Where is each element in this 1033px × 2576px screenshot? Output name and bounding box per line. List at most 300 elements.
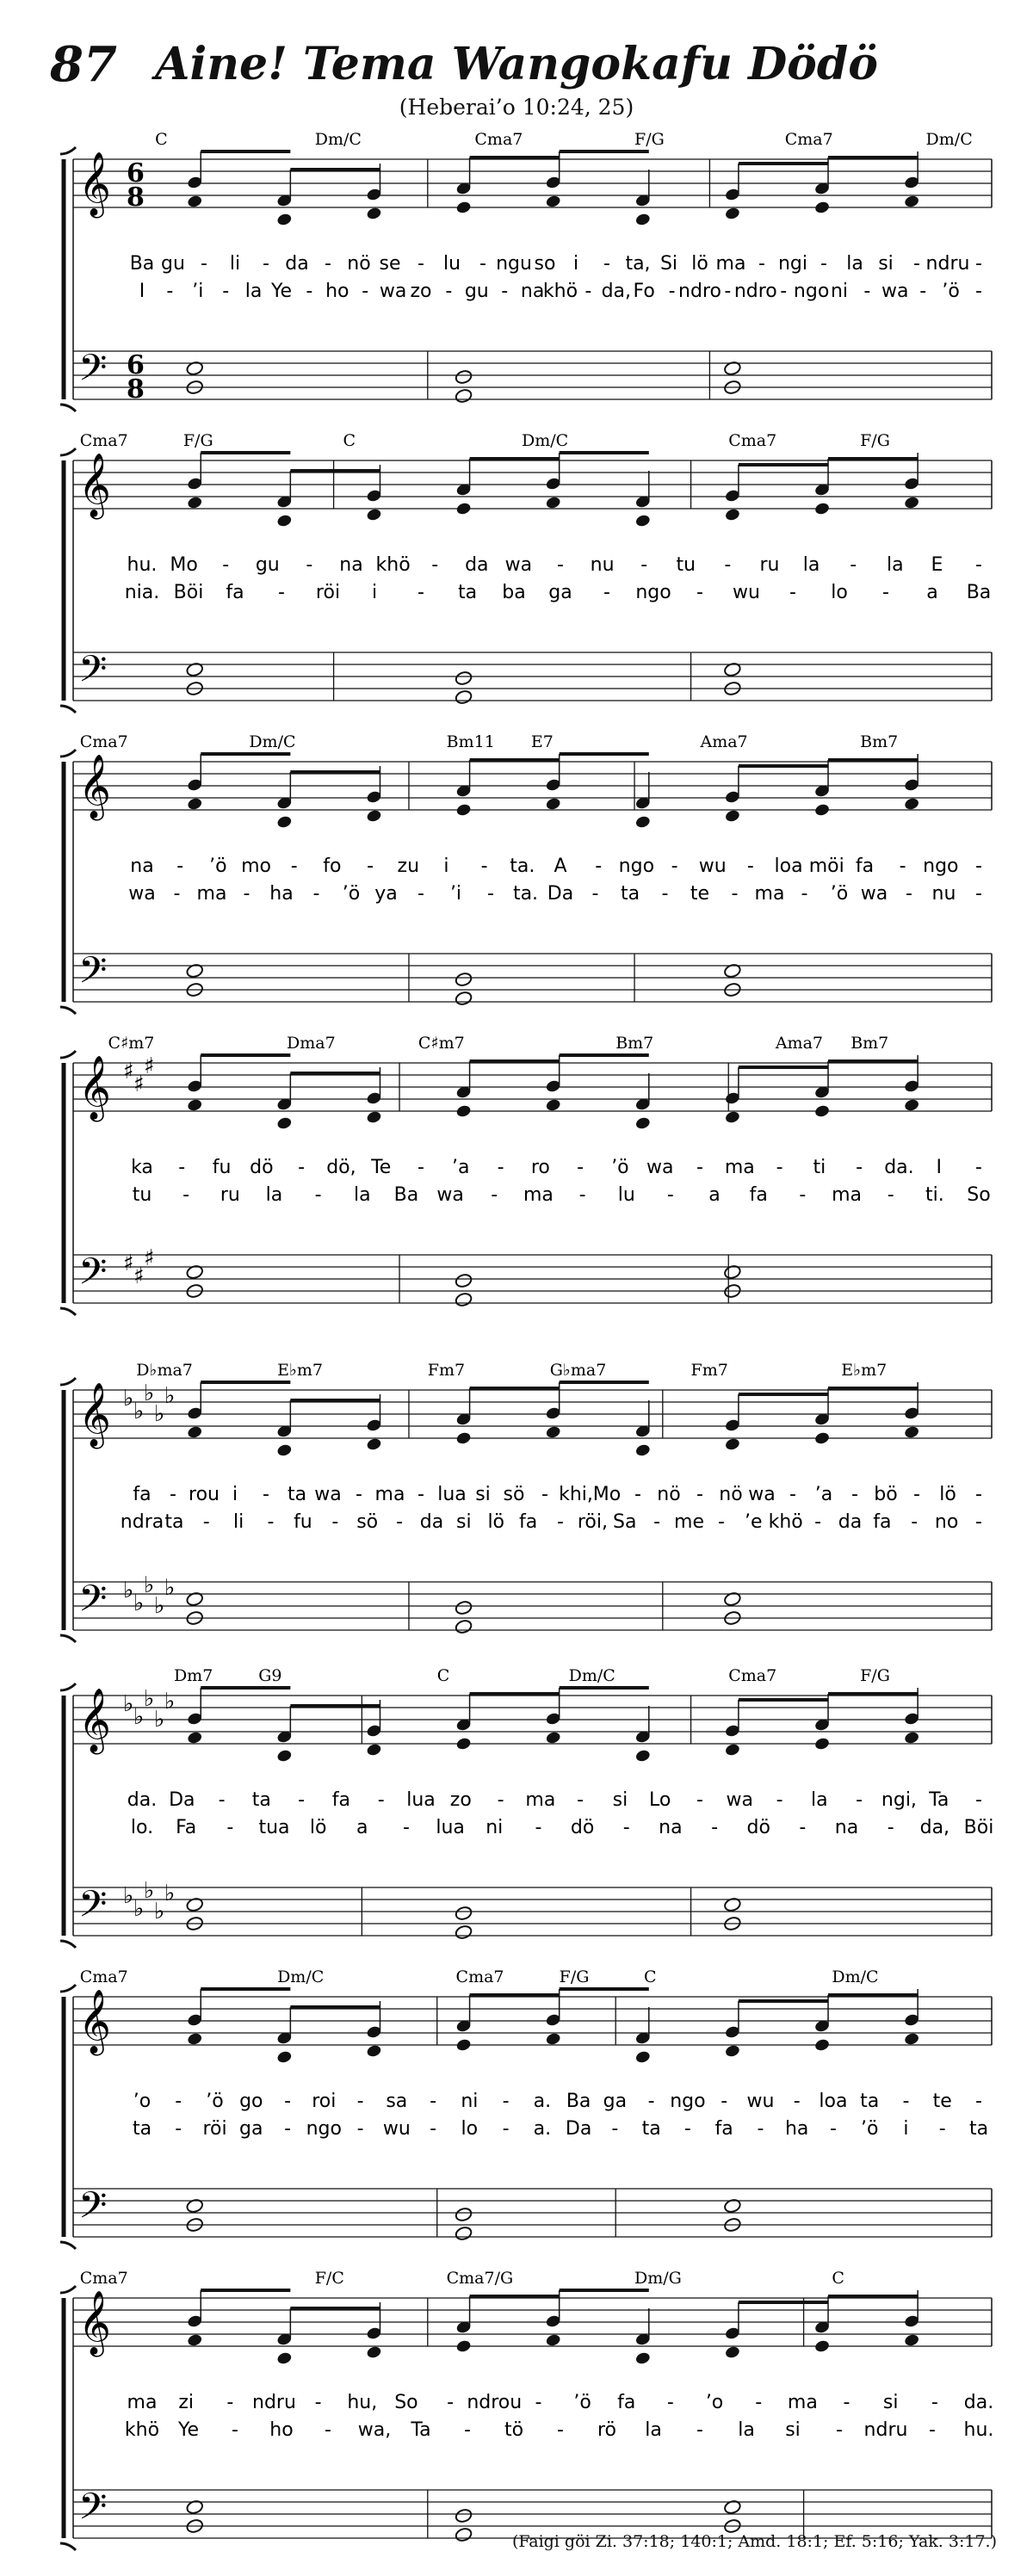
lyric-syllable-verse1: la [846,253,863,275]
lyric-syllable-verse1: nö [657,1484,681,1505]
lyric-syllable-verse1: nu [590,554,615,576]
lyric-syllable-verse1: dö, [326,1157,356,1178]
lyric-syllable-verse2: ho [325,281,349,302]
chord-symbol: Dm/C [925,130,973,149]
note-head [813,1431,830,1446]
chord-symbol: E♭m7 [277,1361,324,1380]
lyric-syllable-verse1: - [176,856,184,877]
bass-note-head [455,2527,473,2542]
lyric-syllable-verse2: - [711,1817,719,1838]
note-head [634,2351,651,2366]
time-signature-top: 6 [127,350,145,380]
lyric-syllable-verse1: lu [442,253,461,275]
lyric-syllable-verse1: - [479,253,486,275]
time-signature-bottom: 8 [127,182,145,213]
lyric-syllable-verse1: da. [963,2392,994,2413]
lyric-syllable-verse1: - [913,1484,920,1505]
note-head [455,1431,472,1446]
lyric-syllable-verse1: Ba [129,253,155,275]
treble-clef: 𝄞 [78,454,111,517]
lyric-syllable-verse1: - [851,1484,858,1505]
lyric-syllable-verse2: a [356,1817,368,1838]
lyric-syllable-verse2: röi [202,2118,227,2140]
lyric-syllable-verse1: ’ö [209,856,227,877]
lyric-syllable-verse2: - [829,2118,837,2140]
lyric-syllable-verse1: da [465,554,489,576]
lyric-syllable-verse2: dö [746,1817,770,1838]
lyric-syllable-verse2: - [535,1817,542,1838]
note-head [634,1116,651,1131]
lyric-syllable-verse1: ’o [133,2091,152,2112]
lyric-syllable-verse2: ndra [120,1511,164,1533]
flat-sign: ♭ [133,1591,145,1616]
lyric-syllable-verse1: ngo [618,856,655,877]
lyric-syllable-verse1: sö [503,1484,525,1505]
lyric-syllable-verse2: - [929,2419,936,2441]
lyric-syllable-verse1: - [696,1484,703,1505]
lyric-syllable-verse2: na [834,1817,859,1838]
lyric-syllable-verse1: la [802,554,820,576]
note-head [455,1737,472,1751]
lyric-syllable-verse1: ma [787,2392,818,2413]
lyric-syllable-verse1: - [671,856,678,877]
lyric-syllable-verse1: lua [406,1789,436,1811]
note-head [366,2044,382,2059]
note-head [366,1110,382,1125]
lyric-syllable-verse2: lö [487,1511,505,1533]
lyric-syllable-verse2: röi, [577,1511,608,1533]
lyric-syllable-verse2: li [233,1511,244,1533]
lyric-syllable-verse2: Ba [393,1184,419,1206]
lyric-syllable-verse1: a. [533,2091,552,2112]
lyric-syllable-verse2: da, [919,1817,950,1838]
lyric-syllable-verse1: - [820,253,827,275]
lyric-syllable-verse2: röi [315,582,341,603]
chord-symbol: F/G [860,1666,890,1685]
chord-symbol: Cma7 [79,732,128,751]
lyric-syllable-verse2: la [353,1184,371,1206]
note-head [724,1743,740,1757]
lyric-syllable-verse1: So [394,2392,418,2413]
note-head [904,1425,920,1440]
lyric-syllable-verse2: - [402,1817,410,1838]
treble-clef: 𝄞 [78,1990,111,2054]
lyric-syllable-verse2: da [838,1511,863,1533]
lyric-syllable-verse1: fo [323,856,342,877]
chord-symbol: E7 [530,732,554,751]
note-head [813,803,830,818]
bass-clef: 𝄢 [78,648,108,700]
note-head [724,2044,740,2059]
note-head [724,809,740,824]
lyric-syllable-verse2: fu [294,1511,312,1533]
lyric-syllable-verse2: - [396,1511,404,1533]
flat-sign: ♭ [123,1386,134,1412]
lyric-syllable-verse1: - [306,554,313,576]
bass-clef: 𝄢 [78,1251,108,1302]
lyric-syllable-verse1: - [418,253,424,275]
lyric-syllable-verse2: lua [436,1817,465,1838]
treble-clef: 𝄞 [78,1056,111,1120]
bass-note-head [455,2207,473,2222]
chord-symbol: Ama7 [775,1034,823,1053]
lyric-syllable-verse2: - [887,1184,894,1206]
lyric-syllable-verse2: fa [226,582,244,603]
lyric-syllable-verse1: fa [331,1789,351,1811]
treble-clef: 𝄞 [78,1689,111,1752]
note-head [366,1743,382,1757]
lyric-syllable-verse2: ta [641,2118,661,2140]
lyric-syllable-verse2: - [243,883,251,905]
chord-symbol: Cma7 [784,130,833,149]
lyric-syllable-verse2: - [919,281,927,302]
lyric-syllable-verse1: - [290,856,298,877]
lyric-syllable-verse2: - [975,281,982,302]
note-head [634,514,651,528]
system-1 [60,130,992,411]
lyric-syllable-verse2: ngo [635,582,671,603]
lyric-syllable-verse1: - [758,253,765,275]
chord-symbol: D♭ma7 [136,1361,193,1380]
lyric-syllable-verse1: ta, [625,253,651,275]
lyric-syllable-verse2: Sa [613,1511,637,1533]
lyric-syllable-verse1: ’a [452,1157,470,1178]
bass-note-head [455,1906,473,1921]
note-head [455,2339,472,2354]
lyric-syllable-verse1: - [222,554,230,576]
lyric-syllable-verse1: ro [530,1157,550,1178]
note-head [366,508,382,522]
sharp-sign: ♯ [144,1245,155,1271]
chord-symbol: Cma7 [79,1968,128,1986]
note-head [366,207,382,221]
lyric-syllable-verse1: - [557,554,564,576]
note-head [724,207,740,221]
flat-sign: ♭ [133,1704,145,1730]
lyric-syllable-verse2: - [591,883,599,905]
lyric-syllable-verse1: - [793,2091,801,2112]
lyric-syllable-verse1: ndrou [467,2392,523,2413]
lyric-syllable-verse1: si [612,1789,628,1811]
lyric-syllable-verse1: ngo [670,2091,706,2112]
lyric-syllable-verse1: fu [212,1157,232,1178]
lyric-syllable-verse1: Si [659,253,678,275]
chord-symbol: F/G [559,1968,590,1986]
lyric-syllable-verse1: Ta [929,1789,949,1811]
lyric-syllable-verse1: - [577,1157,585,1178]
lyric-syllable-verse2: i [903,2118,909,2140]
lyric-syllable-verse2: - [814,1511,822,1533]
lyric-syllable-verse1: wu [698,856,727,877]
note-head [904,2333,920,2348]
lyric-syllable-verse1: ngi, [881,1789,917,1811]
lyric-syllable-verse2: - [661,883,669,905]
bass-note-head [455,369,473,385]
lyric-syllable-verse1: möi [808,856,844,877]
chord-symbol: Cma7 [79,431,128,450]
lyric-syllable-verse2: ’e [745,1511,763,1533]
bass-clef: 𝄢 [78,1883,108,1935]
lyric-syllable-verse2: khö [124,2419,160,2441]
lyric-syllable-verse1: si [475,1484,491,1505]
treble-clef: 𝄞 [78,1383,111,1447]
lyric-syllable-verse2: - [202,1511,210,1533]
lyric-syllable-verse2: la [645,2419,662,2441]
bass-note-head [455,388,473,404]
lyric-syllable-verse2: - [757,2118,764,2140]
lyric-syllable-verse1: - [447,2392,455,2413]
lyric-syllable-verse2: ga [548,582,572,603]
note-head [276,1443,293,1458]
lyric-syllable-verse1: - [284,2091,292,2112]
bass-note-head [455,670,473,686]
system-7 [60,1968,992,2249]
chord-symbol: C♯m7 [418,1034,465,1053]
lyric-syllable-verse2: - [491,1184,498,1206]
lyric-syllable-verse1: I [936,1157,942,1178]
lyric-syllable-verse1: - [430,2091,437,2112]
lyric-syllable-verse1: - [367,856,374,877]
lyric-syllable-verse2: Böi [173,582,204,603]
flat-sign: ♭ [133,1896,145,1922]
lyric-syllable-verse2: te [690,883,710,905]
lyric-syllable-verse1: zu [397,856,420,877]
lyric-syllable-verse2: Ba [966,582,992,603]
chord-symbol: E♭m7 [841,1361,888,1380]
lyric-syllable-verse2: - [887,1817,894,1838]
lyric-syllable-verse2: a [708,1184,721,1206]
lyric-syllable-verse2: da, [601,281,632,302]
lyric-syllable-verse1: - [170,1484,176,1505]
lyric-syllable-verse1: da [285,253,309,275]
lyric-syllable-verse1: lö [691,253,708,275]
lyric-syllable-verse2: - [445,281,453,302]
note-head [455,1104,472,1119]
lyric-syllable-verse2: ndru [863,2419,908,2441]
lyric-syllable-verse1: lua [437,1484,467,1505]
bass-note-head [455,1600,473,1615]
lyric-syllable-verse2: ba [502,582,526,603]
lyric-syllable-verse2: ho [269,2419,294,2441]
note-head [813,1737,830,1751]
lyric-syllable-verse1: te [932,2091,952,2112]
lyric-syllable-verse1: loa [774,856,803,877]
lyric-syllable-verse1: - [843,2392,851,2413]
flat-sign: ♭ [154,1899,165,1924]
lyric-syllable-verse2: ma [523,1184,554,1206]
lyric-syllable-verse2: - [799,1817,807,1838]
lyric-syllable-verse1: ru [759,554,780,576]
lyric-syllable-verse2: ta [968,2118,989,2140]
note-head [187,195,203,209]
lyric-syllable-verse2: Ye [177,2419,200,2441]
lyric-syllable-verse2: ’i [449,883,462,905]
lyric-syllable-verse2: - [325,2419,331,2441]
lyric-syllable-verse2: ha [784,2118,809,2140]
note-head [187,496,203,510]
lyric-syllable-verse2: hu. [963,2419,994,2441]
lyric-syllable-verse2: - [799,1184,807,1206]
lyric-syllable-verse1: la [811,1789,828,1811]
bass-note-head [455,991,473,1006]
lyric-syllable-verse1: - [314,2392,322,2413]
lyric-syllable-verse1: - [902,2091,910,2112]
lyric-syllable-verse1: - [263,253,269,275]
lyric-syllable-verse2: - [863,281,871,302]
lyric-syllable-verse1: - [856,1789,863,1811]
lyric-syllable-verse1: si [882,2392,899,2413]
lyric-syllable-verse1: - [776,1157,783,1178]
chord-symbol: Dm7 [173,1666,213,1685]
lyric-syllable-verse2: zo [410,281,432,302]
sharp-sign: ♯ [133,1263,145,1289]
chord-symbol: G9 [258,1666,282,1685]
lyric-syllable-verse2: ndro [678,281,721,302]
lyric-syllable-verse2: lu [617,1184,635,1206]
bass-clef: 𝄢 [78,2184,108,2236]
lyric-syllable-verse1: - [418,1157,424,1178]
lyric-syllable-verse1: gu [255,554,280,576]
lyric-syllable-verse1: mo [241,856,271,877]
flat-sign: ♭ [123,1691,134,1717]
note-head [455,803,472,818]
lyric-syllable-verse2: - [668,281,676,302]
note-head [904,496,920,510]
note-head [276,1749,293,1764]
bass-clef: 𝄢 [78,949,108,1001]
time-signature-top: 6 [127,158,145,188]
lyric-syllable-verse2: la [738,2419,755,2441]
flat-sign: ♭ [144,1686,155,1712]
flat-sign: ♭ [123,1883,134,1909]
lyric-syllable-verse1: - [975,554,982,576]
lyric-syllable-verse2: Fo [633,281,655,302]
lyric-syllable-verse2: si [785,2419,801,2441]
treble-clef: 𝄞 [78,152,111,216]
lyric-syllable-verse1: wu [746,2091,775,2112]
bass-note-head [455,1619,473,1634]
lyric-syllable-verse1: ’a [814,1484,833,1505]
lyric-syllable-verse1: - [746,856,754,877]
lyric-syllable-verse2: - [232,2419,238,2441]
lyric-syllable-verse2: tö [504,2419,524,2441]
chord-symbol: Ama7 [700,732,748,751]
note-head [904,1098,920,1113]
flat-sign: ♭ [164,1575,176,1601]
chord-symbol: F/G [634,130,665,149]
chord-symbol: C [832,2269,844,2288]
note-head [187,1731,203,1745]
lyric-syllable-verse1: - [975,856,982,877]
lyric-syllable-verse1: Da [169,1789,195,1811]
lyric-syllable-verse1: - [696,1789,703,1811]
note-head [187,1425,203,1440]
note-head [276,514,293,528]
lyric-syllable-verse2: ma [196,883,227,905]
note-head [813,2038,830,2053]
lyric-syllable-verse2: - [780,281,788,302]
lyric-syllable-verse2: - [502,2118,510,2140]
lyric-syllable-verse1: la [887,554,904,576]
lyric-syllable-verse2: - [789,582,796,603]
lyric-syllable-verse2: si [456,1511,472,1533]
lyric-syllable-verse2: - [684,2118,691,2140]
note-head [545,195,561,209]
lyric-syllable-verse1: rou [189,1484,220,1505]
note-head [634,815,651,830]
lyric-syllable-verse2: no [934,1511,959,1533]
lyric-syllable-verse2: nu [931,883,956,905]
lyric-syllable-verse2: lo [461,2118,479,2140]
lyric-syllable-verse1: - [975,1484,982,1505]
flat-sign: ♭ [123,1578,134,1603]
note-head [813,502,830,516]
lyric-syllable-verse1: da. [884,1157,914,1178]
chord-symbol: Dm/C [249,732,296,751]
lyric-syllable-verse1: na [130,856,154,877]
lyric-syllable-verse2: - [696,582,703,603]
lyric-syllable-verse2: fa [749,1184,768,1206]
lyric-syllable-verse2: ma [754,883,785,905]
lyric-syllable-verse1: - [325,253,331,275]
lyric-syllable-verse2: ni [830,281,849,302]
note-head [276,1116,293,1131]
lyric-syllable-verse1: ti [813,1157,826,1178]
lyric-syllable-verse1: - [931,2392,938,2413]
lyric-syllable-verse1: - [298,1157,306,1178]
chord-symbol: Cma7 [728,431,777,450]
chord-symbol: Dm/C [277,1968,325,1986]
lyric-syllable-verse1: khö [375,554,411,576]
note-head [276,815,293,830]
lyric-syllable-verse2: na [659,1817,683,1838]
lyric-syllable-verse2: - [314,1184,322,1206]
lyric-syllable-verse1: gu [161,253,185,275]
chord-symbol: Dm/C [522,431,569,450]
lyric-syllable-verse2: fa [714,2118,733,2140]
lyric-syllable-verse1: ma [374,1484,405,1505]
lyric-syllable-verse2: - [173,883,181,905]
lyric-syllable-verse2: na [520,281,545,302]
lyric-syllable-verse2: wa [881,281,909,302]
bass-note-head [455,1273,473,1288]
lyric-syllable-verse1: A [554,856,567,877]
lyric-syllable-verse2: - [975,1511,982,1533]
lyric-syllable-verse1: - [226,2392,234,2413]
lyric-syllable-verse2: rö [597,2419,617,2441]
lyric-syllable-verse2: ta [457,582,478,603]
lyric-syllable-verse2: I [139,281,145,302]
lyric-syllable-verse2: - [801,883,808,905]
lyric-syllable-verse1: bö [874,1484,898,1505]
bass-note-head [455,1924,473,1940]
lyric-syllable-verse1: i [443,856,449,877]
lyric-syllable-verse2: - [284,2118,292,2140]
lyric-syllable-verse1: - [789,1484,796,1505]
lyric-syllable-verse1: loa [819,2091,848,2112]
note-head [545,2333,561,2348]
lyric-syllable-verse2: - [731,883,739,905]
chord-symbol: C [343,431,356,450]
chord-symbol: F/G [860,431,890,450]
note-head [545,1098,561,1113]
note-head [187,797,203,812]
lyric-syllable-verse1: si [878,253,894,275]
flat-sign: ♭ [164,1881,176,1906]
song-number: 87 [50,36,117,93]
lyric-syllable-verse1: ’ö [206,2091,224,2112]
lyric-syllable-verse2: nia. [124,582,160,603]
